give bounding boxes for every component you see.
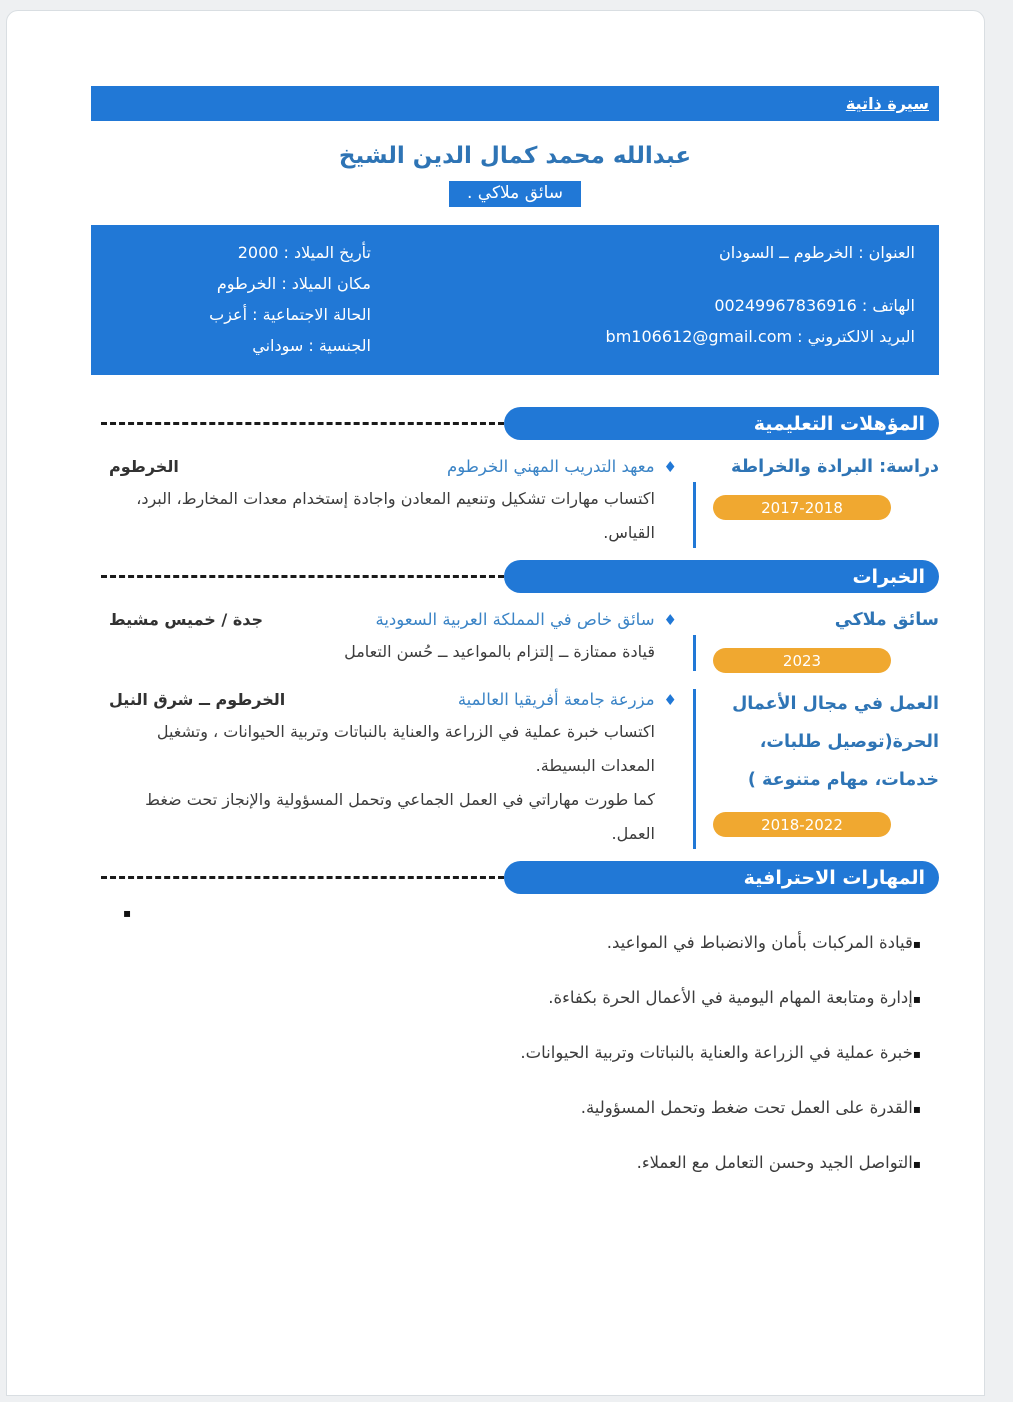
contact-column bbox=[606, 237, 915, 361]
personal-line: الجنسية : سوداني bbox=[252, 336, 371, 355]
contact-line: العنوان : الخرطوم ــ السودان bbox=[719, 243, 915, 262]
entry-org-wrap bbox=[375, 605, 677, 635]
skill-item: ▪قيادة المركبات بأمان والانضباط في المواعيد. bbox=[606, 933, 921, 952]
diamond-bullet-icon: ♦ bbox=[663, 691, 677, 709]
square-bullet-icon: ▪ bbox=[912, 992, 921, 1006]
entry-organization: مزرعة جامعة أفريقيا العالمية bbox=[457, 690, 655, 709]
entry-period-badge: 2023 bbox=[713, 648, 891, 673]
entry-body bbox=[91, 605, 693, 673]
section-header bbox=[91, 861, 939, 894]
square-bullet-icon: ▪ bbox=[912, 1102, 921, 1116]
personal-column bbox=[115, 237, 371, 361]
section-title: الخبرات bbox=[852, 565, 925, 588]
entry-organization: معهد التدريب المهني الخرطوم bbox=[447, 457, 655, 476]
entry-organization: سائق خاص في المملكة العربية السعودية bbox=[375, 610, 655, 629]
square-bullet-icon: ▪ bbox=[912, 1047, 921, 1061]
entry-org-wrap bbox=[447, 452, 677, 482]
entry-meta bbox=[693, 605, 939, 673]
entry-org-wrap bbox=[458, 685, 677, 715]
entry-details bbox=[101, 482, 677, 550]
contact-line: البريد الالكتروني : bm106612@gmail.com bbox=[605, 327, 915, 346]
section-title-pill bbox=[504, 861, 939, 894]
entry-org-row bbox=[101, 685, 677, 715]
job-title-badge: سائق ملاكي . bbox=[449, 181, 581, 207]
section-header bbox=[91, 560, 939, 593]
section-body bbox=[91, 605, 939, 851]
section-dash-line bbox=[101, 876, 504, 879]
skill-item: ▪خبرة عملية في الزراعة والعناية بالنباتات وتربية الحيوانات. bbox=[520, 1043, 921, 1062]
entry-detail-line: قيادة ممتازة ــ إلتزام بالمواعيد ــ حُسن التعامل bbox=[344, 642, 655, 661]
section-header bbox=[91, 407, 939, 440]
entry-title: دراسة: البرادة والخراطة bbox=[730, 457, 939, 477]
entry-location: جدة / خميس مشيط bbox=[109, 610, 264, 629]
entry-details bbox=[101, 635, 677, 669]
section-dash-line bbox=[101, 422, 504, 425]
entry-period-badge: 2018-2022 bbox=[713, 812, 891, 837]
entry-title: سائق ملاكي bbox=[834, 610, 939, 630]
entry-meta bbox=[693, 685, 939, 851]
entry-location: الخرطوم bbox=[109, 457, 179, 476]
cv-section bbox=[91, 861, 939, 1177]
section-body bbox=[91, 452, 939, 550]
section-title-pill bbox=[504, 407, 939, 440]
cv-label: سيرة ذاتية bbox=[845, 94, 929, 113]
entry-meta bbox=[693, 452, 939, 550]
stray-square-bullet-icon: ▪ bbox=[123, 906, 132, 920]
cv-entry bbox=[91, 452, 939, 550]
section-title-pill bbox=[504, 560, 939, 593]
personal-line: مكان الميلاد : الخرطوم bbox=[216, 274, 371, 293]
cv-content bbox=[7, 11, 984, 1217]
section-dash-line bbox=[101, 575, 504, 578]
personal-line: تأريخ الميلاد : 2000 bbox=[237, 243, 371, 262]
contact-line: الهاتف : 00249967836916 bbox=[714, 296, 915, 315]
entry-body bbox=[91, 452, 693, 550]
square-bullet-icon: ▪ bbox=[912, 1157, 921, 1171]
section-title: المهارات الاحترافية bbox=[743, 866, 925, 889]
section-body bbox=[91, 906, 939, 1177]
cv-title-bar bbox=[91, 86, 939, 121]
sections-root bbox=[91, 407, 939, 1177]
entry-org-row bbox=[101, 605, 677, 635]
personal-line: الحالة الاجتماعية : أعزب bbox=[209, 305, 371, 324]
entry-location: الخرطوم ــ شرق النيل bbox=[109, 690, 286, 709]
job-title-wrap bbox=[91, 181, 939, 207]
entry-org-row bbox=[101, 452, 677, 482]
person-name: عبدالله محمد كمال الدين الشيخ bbox=[338, 143, 692, 169]
skill-item: ▪إدارة ومتابعة المهام اليومية في الأعمال الحرة بكفاءة. bbox=[548, 988, 921, 1007]
skill-item: ▪القدرة على العمل تحت ضغط وتحمل المسؤولية. bbox=[580, 1098, 921, 1117]
entry-period-badge: 2017-2018 bbox=[713, 495, 891, 520]
cv-page bbox=[6, 10, 985, 1396]
cv-entry bbox=[91, 685, 939, 851]
entry-detail-line: اكتساب خبرة عملية في الزراعة والعناية بالنباتات وتربية الحيوانات ، وتشغيل المعدات البسيطة. bbox=[156, 722, 655, 775]
entry-detail-line: كما طورت مهاراتي في العمل الجماعي وتحمل المسؤولية والإنجاز تحت ضغط العمل. bbox=[145, 790, 655, 843]
diamond-bullet-icon: ♦ bbox=[663, 458, 677, 476]
entry-title: العمل في مجال الأعمال الحرة(توصيل طلبات، خدمات، مهام متنوعة ) bbox=[732, 694, 939, 790]
skills-list bbox=[91, 906, 939, 1177]
section-title: المؤهلات التعليمية bbox=[753, 412, 925, 435]
cv-section bbox=[91, 407, 939, 550]
cv-entry bbox=[91, 605, 939, 673]
skill-item: ▪التواصل الجيد وحسن التعامل مع العملاء. bbox=[636, 1153, 921, 1172]
cv-section bbox=[91, 560, 939, 851]
entry-detail-line: اكتساب مهارات تشكيل وتنعيم المعادن واجادة إستخدام معدات المخارط، البرد، القياس. bbox=[136, 489, 655, 542]
entry-body bbox=[91, 685, 693, 851]
personal-info-box bbox=[91, 225, 939, 375]
square-bullet-icon: ▪ bbox=[912, 937, 921, 951]
diamond-bullet-icon: ♦ bbox=[663, 611, 677, 629]
entry-details bbox=[101, 715, 677, 851]
